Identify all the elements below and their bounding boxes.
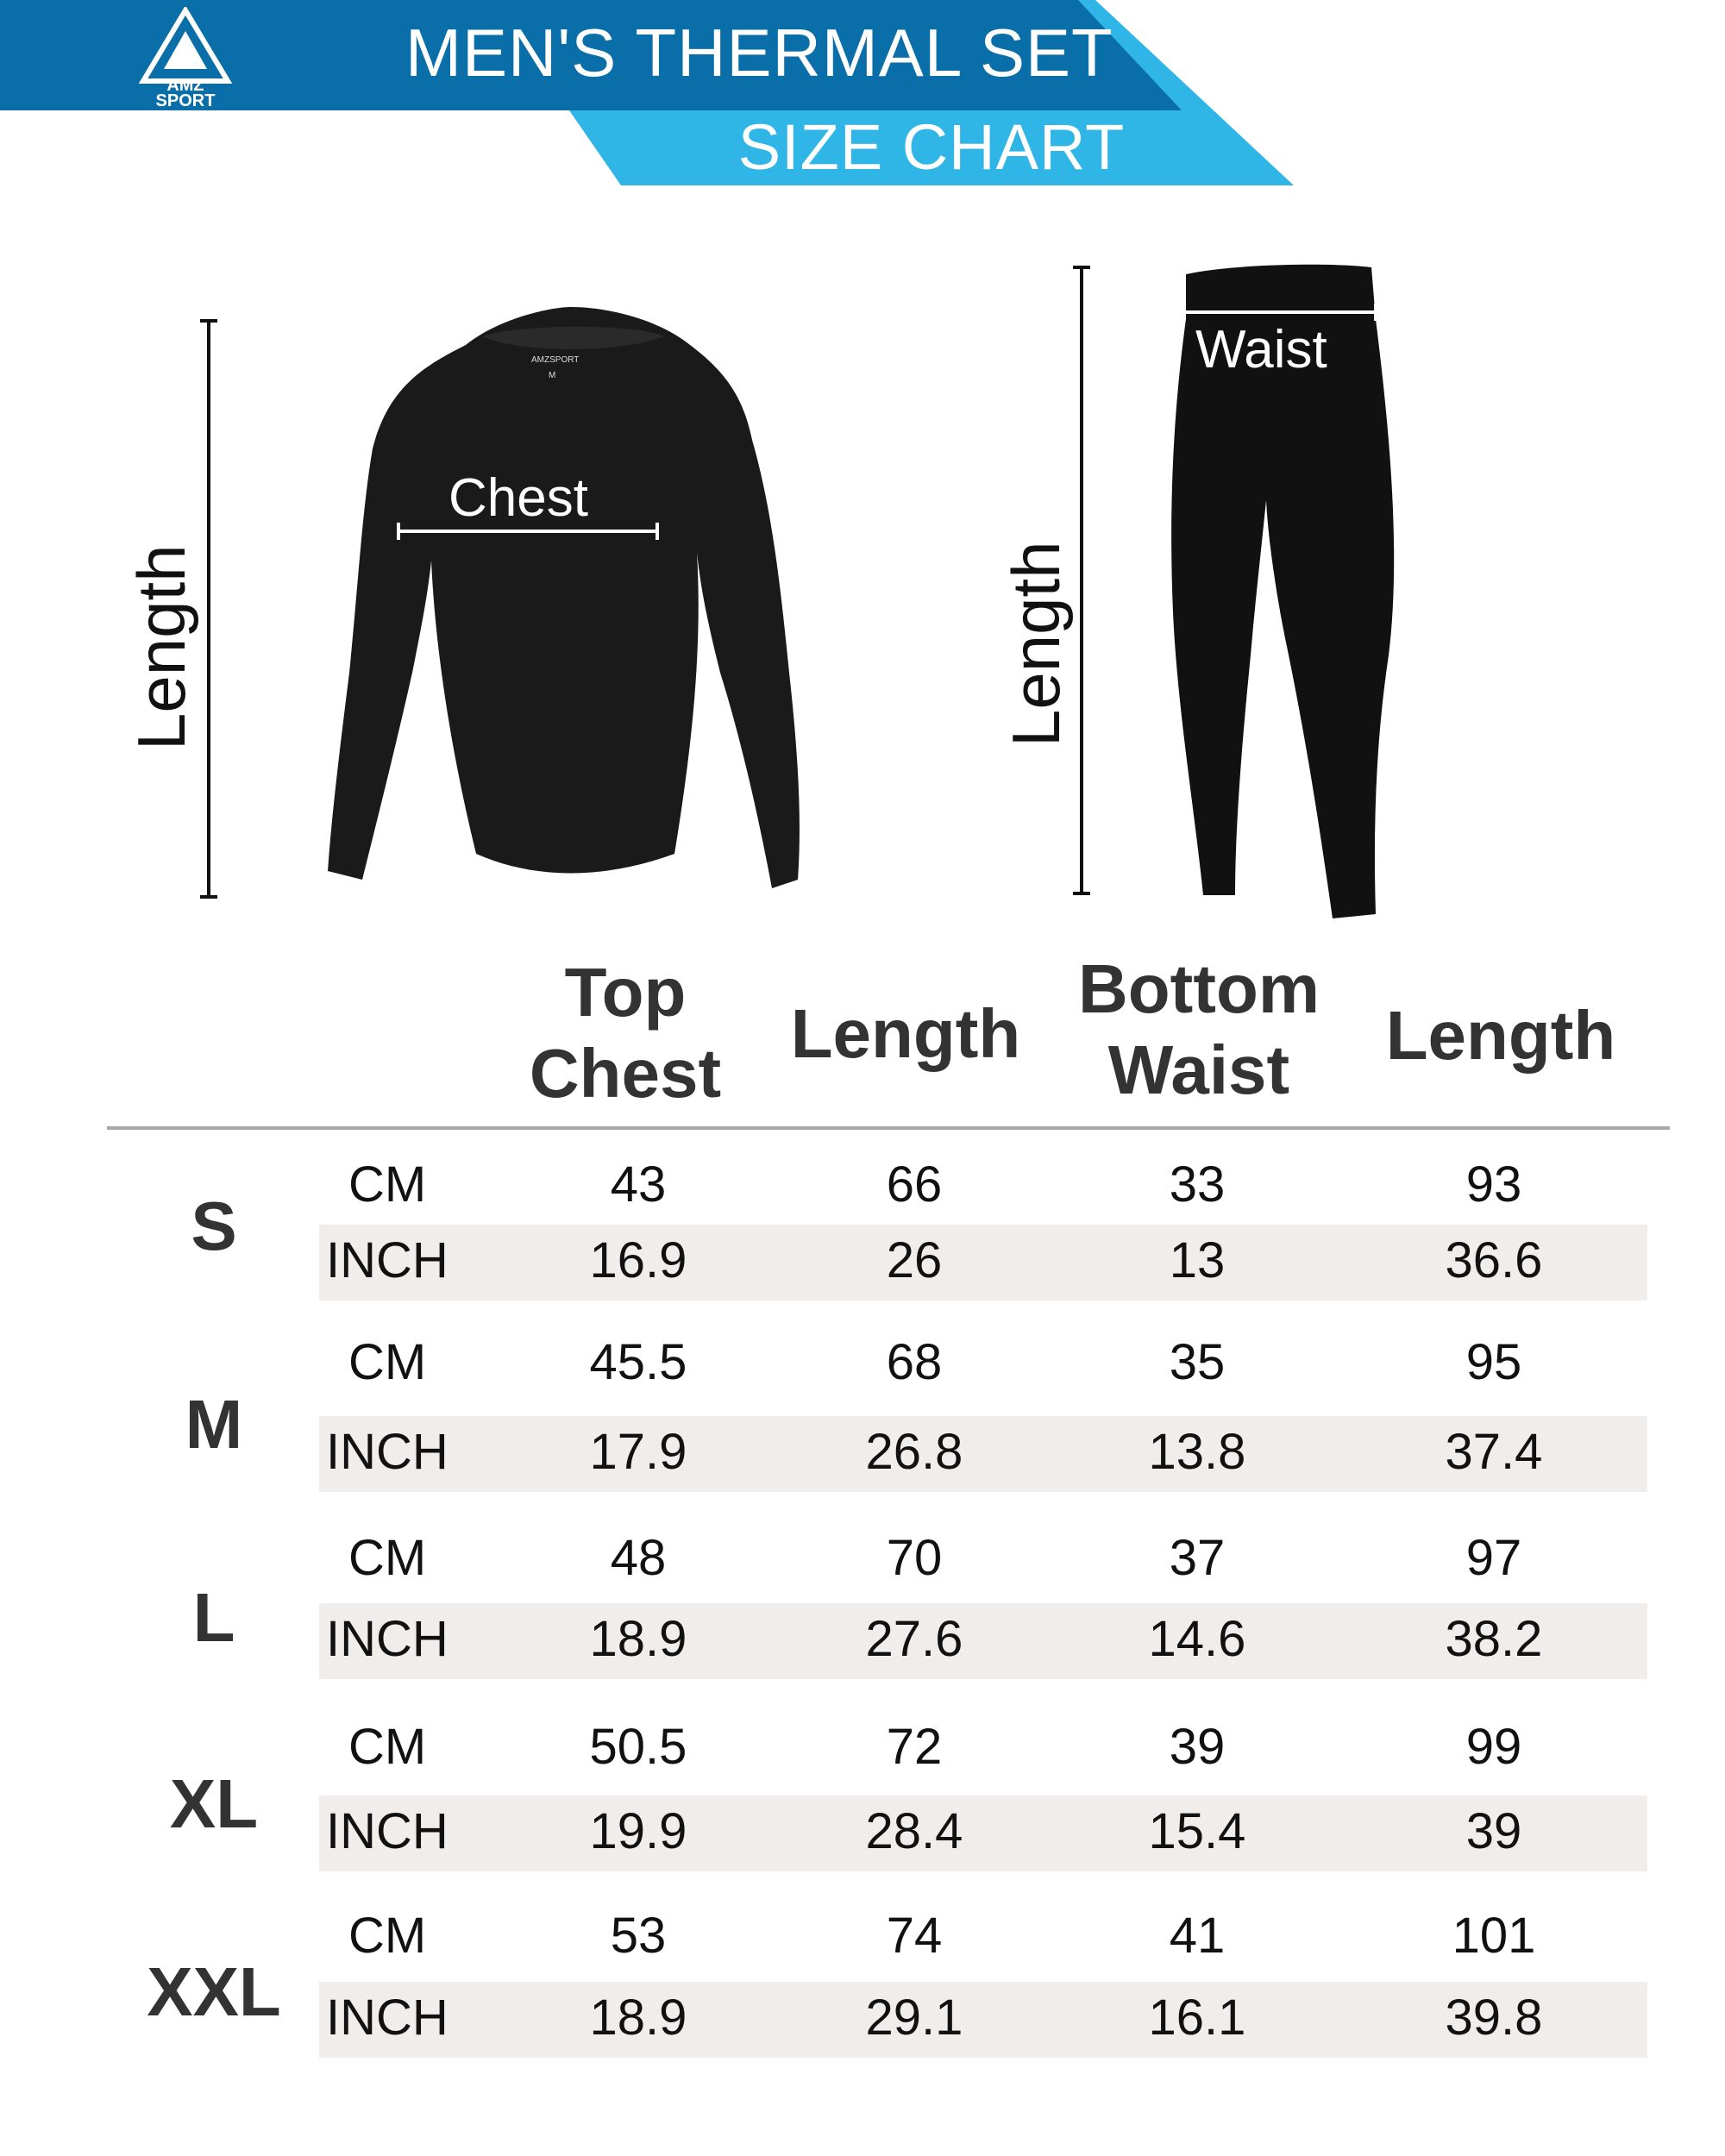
table-cell: 50.5 [589,1719,687,1775]
table-cell: 99 [1465,1719,1522,1775]
inch-unit-label: INCH [326,1424,448,1480]
table-cell: 17.9 [589,1424,687,1480]
table-cell: 41 [1169,1908,1226,1964]
table-cell: 66 [886,1156,943,1213]
cm-unit-label: CM [348,1334,427,1390]
size-label: S [191,1188,237,1264]
table-cell: 13.8 [1148,1424,1246,1480]
header-line: Top [564,954,687,1031]
garment-illustration [0,224,1725,949]
cm-unit-label: CM [348,1530,427,1586]
logo-line2: SPORT [155,91,216,110]
shirt-tag: AMZSPORT [531,355,580,365]
table-cell: 70 [886,1530,943,1586]
header-divider [107,1126,1670,1130]
header-line: Waist [1107,1031,1290,1108]
table-cell: 37.4 [1445,1424,1543,1480]
shirt-shape [328,307,800,888]
logo-text [129,78,242,109]
table-cell: 16.9 [589,1232,687,1288]
table-cell: 13 [1169,1232,1226,1288]
table-cell: 48 [610,1530,667,1586]
chest-label: Chest [448,468,588,528]
table-cell: 95 [1465,1334,1522,1390]
header-line: Bottom [1078,950,1320,1027]
table-cell: 14.6 [1148,1611,1246,1667]
table-cell: 28.4 [865,1803,963,1859]
inch-unit-label: INCH [326,1803,448,1859]
table-cell: 36.6 [1445,1232,1543,1288]
page-subtitle: SIZE CHART [737,111,1126,183]
size-label: XL [169,1765,259,1842]
table-cell: 101 [1452,1908,1536,1964]
table-cell: 29.1 [865,1990,963,2046]
size-label: L [192,1579,235,1656]
table-cell: 74 [886,1908,943,1964]
inch-unit-label: INCH [326,1232,448,1288]
header-bottom-length [1371,995,1630,1076]
table-cell: 16.1 [1148,1990,1246,2046]
header-top-chest [509,952,742,1114]
table-cell: 33 [1169,1156,1226,1213]
header-banner [0,0,1725,207]
cm-unit-label: CM [348,1719,427,1775]
top-length-label: Length [123,544,199,750]
table-cell: 39.8 [1445,1990,1543,2046]
table-cell: 93 [1465,1156,1522,1213]
garment-figures [0,224,1725,949]
header-line: Length [1385,997,1616,1074]
cm-unit-label: CM [348,1908,427,1964]
table-cell: 43 [610,1156,667,1213]
table-cell: 19.9 [589,1803,687,1859]
size-label: M [185,1386,243,1463]
table-cell: 45.5 [589,1334,687,1390]
table-cell: 72 [886,1719,943,1775]
table-cell: 37 [1169,1530,1226,1586]
table-cell: 53 [610,1908,667,1964]
page-title: MEN'S THERMAL SET [405,15,1113,91]
cm-unit-label: CM [348,1156,427,1213]
table-cell: 15.4 [1148,1803,1246,1859]
inch-unit-label: INCH [326,1990,448,2046]
logo-line1: AMZ [166,76,204,95]
table-cell: 27.6 [865,1611,963,1667]
table-cell: 18.9 [589,1611,687,1667]
top-length-line [200,321,217,897]
header-line: Length [790,995,1021,1072]
shirt-size-tag: M [549,371,556,380]
bottom-length-label: Length [998,541,1074,747]
header-top-length [776,993,1035,1075]
table-cell: 38.2 [1445,1611,1543,1667]
header-line: Chest [529,1035,722,1112]
table-cell: 26.8 [865,1424,963,1480]
table-cell: 68 [886,1334,943,1390]
table-cell: 35 [1169,1334,1226,1390]
waist-label: Waist [1195,320,1327,379]
table-cell: 39 [1465,1803,1522,1859]
table-cell: 26 [886,1232,943,1288]
table-cell: 18.9 [589,1990,687,2046]
header-bottom-waist [1061,949,1337,1111]
bottom-length-line [1073,267,1090,893]
table-cell: 97 [1465,1530,1522,1586]
inch-unit-label: INCH [326,1611,448,1667]
size-label: XXL [147,1953,281,2030]
table-cell: 39 [1169,1719,1226,1775]
